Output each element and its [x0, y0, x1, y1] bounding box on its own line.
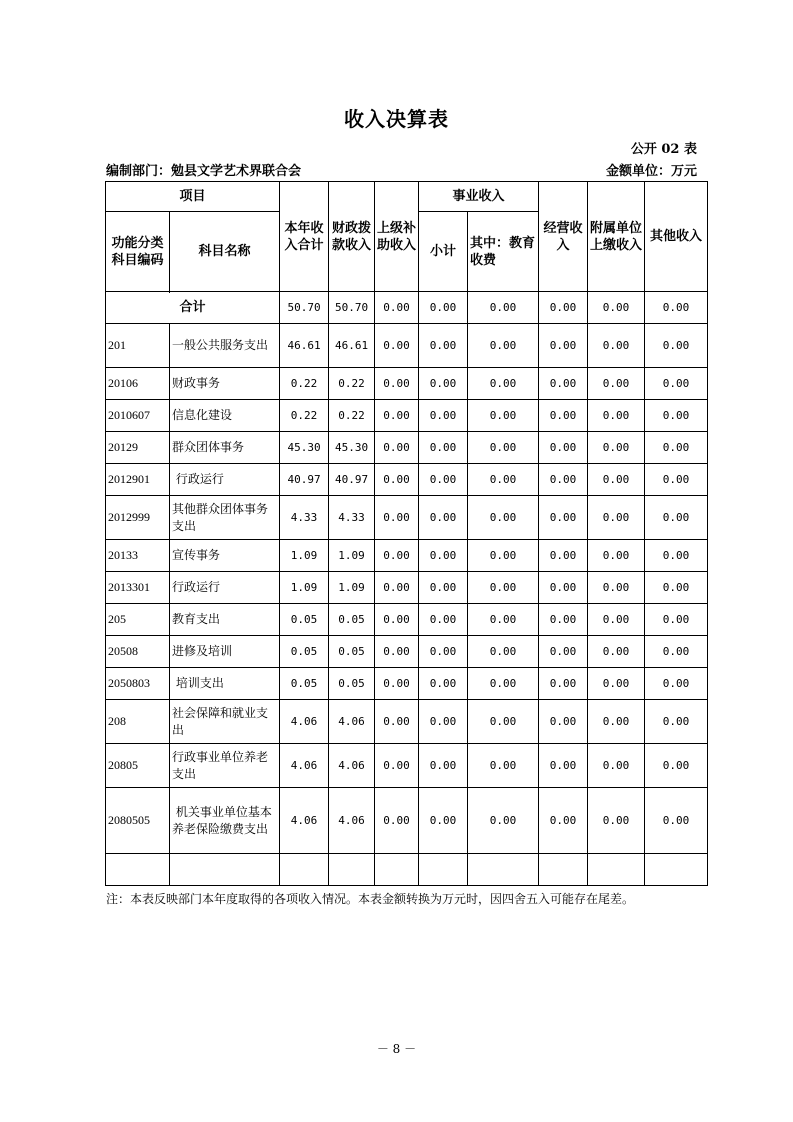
amount-cell: 0.00	[375, 668, 419, 700]
amount-cell: 0.05	[280, 636, 329, 668]
amount-cell: 0.00	[645, 464, 708, 496]
table-row	[106, 540, 708, 572]
empty-cell	[468, 854, 539, 886]
func-code-cell: 20508	[106, 636, 170, 668]
header-func-code: 功能分类科目编码	[106, 212, 170, 292]
amount-cell: 0.00	[588, 572, 645, 604]
header-superior: 上级补助收入	[375, 182, 419, 292]
table-row	[106, 636, 708, 668]
amount-cell: 4.33	[329, 496, 375, 540]
header-education: 其中：教育收费	[468, 212, 539, 292]
amount-cell: 0.00	[419, 432, 468, 464]
amount-cell: 0.00	[468, 700, 539, 744]
page-title: 收入决算表	[344, 107, 449, 131]
amount-cell: 0.00	[375, 400, 419, 432]
amount-cell: 4.06	[329, 788, 375, 854]
amount-cell: 0.00	[539, 744, 588, 788]
func-code-cell: 2012999	[106, 496, 170, 540]
amount-cell: 0.00	[419, 744, 468, 788]
amount-cell: 0.00	[588, 496, 645, 540]
amount-cell: 0.22	[329, 368, 375, 400]
amount-cell: 4.06	[280, 788, 329, 854]
amount-cell: 1.09	[280, 540, 329, 572]
subject-name-cell: 社会保障和就业支出	[170, 700, 280, 744]
amount-cell: 0.22	[280, 400, 329, 432]
table-row	[106, 700, 708, 744]
amount-cell: 4.33	[280, 496, 329, 540]
amount-cell: 0.00	[468, 368, 539, 400]
amount-cell: 0.00	[645, 496, 708, 540]
table-row	[106, 324, 708, 368]
table-row	[106, 496, 708, 540]
func-code-cell: 2080505	[106, 788, 170, 854]
subject-name-cell: 群众团体事务	[170, 432, 280, 464]
amount-cell: 0.05	[329, 636, 375, 668]
empty-cell	[539, 854, 588, 886]
total-cell: 0.00	[375, 292, 419, 324]
total-row	[106, 292, 708, 324]
amount-cell: 0.05	[280, 668, 329, 700]
table-row	[106, 464, 708, 496]
amount-cell: 0.00	[645, 368, 708, 400]
header-other: 其他收入	[645, 182, 708, 292]
empty-cell	[375, 854, 419, 886]
amount-cell: 46.61	[280, 324, 329, 368]
amount-cell: 0.00	[539, 604, 588, 636]
func-code-cell: 2050803	[106, 668, 170, 700]
amount-cell: 0.05	[329, 604, 375, 636]
amount-cell: 0.00	[468, 744, 539, 788]
amount-cell: 4.06	[329, 744, 375, 788]
amount-cell: 4.06	[280, 700, 329, 744]
table-row	[106, 572, 708, 604]
empty-cell	[280, 854, 329, 886]
amount-cell: 0.00	[375, 604, 419, 636]
header-annual-total: 本年收入合计	[280, 182, 329, 292]
amount-cell: 0.00	[419, 368, 468, 400]
subject-name-cell: 宣传事务	[170, 540, 280, 572]
subject-name-cell: 其他群众团体事务支出	[170, 496, 280, 540]
amount-cell: 0.00	[645, 636, 708, 668]
amount-cell: 0.00	[468, 636, 539, 668]
amount-cell: 0.00	[539, 700, 588, 744]
amount-cell: 0.00	[375, 788, 419, 854]
empty-cell	[588, 854, 645, 886]
amount-cell: 40.97	[280, 464, 329, 496]
amount-cell: 45.30	[329, 432, 375, 464]
amount-cell: 1.09	[329, 572, 375, 604]
table-row	[106, 604, 708, 636]
amount-cell: 0.00	[645, 668, 708, 700]
func-code-cell: 20805	[106, 744, 170, 788]
amount-cell: 0.00	[468, 540, 539, 572]
subject-name-cell: 培训支出	[170, 668, 280, 700]
subject-name-cell: 信息化建设	[170, 400, 280, 432]
department-label: 编制部门：勉县文学艺术界联合会	[106, 164, 302, 179]
amount-cell: 0.00	[375, 744, 419, 788]
total-cell: 0.00	[539, 292, 588, 324]
amount-cell: 0.00	[468, 432, 539, 464]
amount-cell: 0.00	[539, 540, 588, 572]
amount-cell: 46.61	[329, 324, 375, 368]
subject-name-cell: 行政运行	[170, 464, 280, 496]
total-cell: 50.70	[329, 292, 375, 324]
amount-cell: 0.00	[375, 324, 419, 368]
amount-cell: 1.09	[329, 540, 375, 572]
amount-cell: 0.00	[468, 668, 539, 700]
amount-cell: 0.00	[468, 572, 539, 604]
subject-name-cell: 机关事业单位基本养老保险缴费支出	[170, 788, 280, 854]
amount-cell: 0.00	[539, 788, 588, 854]
amount-cell: 0.00	[539, 432, 588, 464]
amount-cell: 0.00	[375, 496, 419, 540]
amount-cell: 0.00	[539, 464, 588, 496]
form-number: 公开 02 表	[630, 142, 697, 157]
amount-cell: 0.00	[375, 540, 419, 572]
amount-cell: 0.00	[588, 744, 645, 788]
amount-cell: 0.00	[645, 744, 708, 788]
amount-cell: 0.00	[645, 324, 708, 368]
amount-cell: 0.00	[645, 540, 708, 572]
amount-cell: 0.00	[419, 788, 468, 854]
empty-cell	[170, 854, 280, 886]
amount-cell: 0.00	[645, 572, 708, 604]
table-row	[106, 400, 708, 432]
total-label: 合计	[106, 292, 280, 324]
amount-cell: 0.00	[419, 572, 468, 604]
amount-cell: 0.00	[645, 700, 708, 744]
subject-name-cell: 行政事业单位养老支出	[170, 744, 280, 788]
amount-cell: 0.00	[539, 400, 588, 432]
amount-cell: 0.00	[419, 400, 468, 432]
amount-cell: 0.00	[588, 788, 645, 854]
amount-cell: 0.00	[588, 432, 645, 464]
amount-cell: 0.00	[419, 540, 468, 572]
amount-cell: 0.00	[539, 496, 588, 540]
total-cell: 0.00	[645, 292, 708, 324]
page-number: － 8 －	[376, 1042, 417, 1056]
func-code-cell: 2010607	[106, 400, 170, 432]
amount-cell: 0.00	[468, 324, 539, 368]
amount-cell: 0.22	[329, 400, 375, 432]
header-business: 事业收入	[419, 182, 539, 212]
amount-cell: 0.00	[468, 400, 539, 432]
header-affiliated: 附属单位上缴收入	[588, 182, 645, 292]
subject-name-cell: 教育支出	[170, 604, 280, 636]
header-project: 项目	[106, 182, 280, 212]
amount-cell: 0.00	[419, 700, 468, 744]
empty-cell	[419, 854, 468, 886]
amount-cell: 0.00	[468, 604, 539, 636]
amount-cell: 4.06	[329, 700, 375, 744]
total-cell: 0.00	[588, 292, 645, 324]
func-code-cell: 20129	[106, 432, 170, 464]
amount-cell: 0.00	[419, 496, 468, 540]
amount-cell: 0.00	[588, 368, 645, 400]
amount-cell: 0.00	[375, 432, 419, 464]
amount-cell: 0.00	[588, 324, 645, 368]
amount-cell: 0.00	[588, 540, 645, 572]
amount-cell: 0.00	[645, 604, 708, 636]
empty-row	[106, 854, 708, 886]
amount-cell: 0.00	[419, 324, 468, 368]
table-row	[106, 788, 708, 854]
amount-cell: 0.00	[468, 496, 539, 540]
amount-cell: 0.00	[375, 368, 419, 400]
amount-cell: 0.00	[645, 432, 708, 464]
func-code-cell: 208	[106, 700, 170, 744]
empty-cell	[329, 854, 375, 886]
amount-cell: 0.00	[419, 604, 468, 636]
table-row	[106, 744, 708, 788]
func-code-cell: 2012901	[106, 464, 170, 496]
func-code-cell: 2013301	[106, 572, 170, 604]
header-operating: 经营收入	[539, 182, 588, 292]
amount-cell: 0.00	[419, 464, 468, 496]
subject-name-cell: 财政事务	[170, 368, 280, 400]
func-code-cell: 20133	[106, 540, 170, 572]
amount-cell: 0.05	[280, 604, 329, 636]
amount-cell: 0.00	[588, 668, 645, 700]
total-cell: 0.00	[419, 292, 468, 324]
header-subtotal: 小计	[419, 212, 468, 292]
amount-cell: 4.06	[280, 744, 329, 788]
amount-cell: 0.05	[329, 668, 375, 700]
amount-cell: 0.00	[419, 668, 468, 700]
amount-cell: 0.00	[588, 700, 645, 744]
table-row	[106, 668, 708, 700]
func-code-cell: 201	[106, 324, 170, 368]
amount-cell: 0.00	[375, 700, 419, 744]
subject-name-cell: 一般公共服务支出	[170, 324, 280, 368]
amount-cell: 0.00	[539, 572, 588, 604]
amount-cell: 1.09	[280, 572, 329, 604]
table-row	[106, 432, 708, 464]
empty-cell	[645, 854, 708, 886]
amount-cell: 0.00	[588, 604, 645, 636]
total-cell: 50.70	[280, 292, 329, 324]
amount-cell: 0.00	[539, 324, 588, 368]
amount-cell: 0.00	[645, 400, 708, 432]
amount-cell: 0.00	[539, 636, 588, 668]
amount-cell: 0.00	[375, 572, 419, 604]
amount-cell: 40.97	[329, 464, 375, 496]
header-subject-name: 科目名称	[170, 212, 280, 292]
total-cell: 0.00	[468, 292, 539, 324]
subject-name-cell: 行政运行	[170, 572, 280, 604]
income-table	[105, 181, 708, 886]
header-fiscal: 财政拨款收入	[329, 182, 375, 292]
amount-cell: 0.00	[588, 464, 645, 496]
amount-cell: 0.00	[645, 788, 708, 854]
empty-cell	[106, 854, 170, 886]
amount-cell: 0.00	[375, 636, 419, 668]
amount-cell: 0.22	[280, 368, 329, 400]
amount-cell: 0.00	[468, 788, 539, 854]
amount-cell: 45.30	[280, 432, 329, 464]
amount-cell: 0.00	[588, 400, 645, 432]
amount-cell: 0.00	[588, 636, 645, 668]
unit-label: 金额单位：万元	[605, 164, 697, 179]
amount-cell: 0.00	[419, 636, 468, 668]
table-row	[106, 368, 708, 400]
amount-cell: 0.00	[539, 668, 588, 700]
amount-cell: 0.00	[539, 368, 588, 400]
table-note: 注：本表反映部门本年度取得的各项收入情况。本表金额转换为万元时，因四舍五入可能存在尾差。	[106, 892, 635, 906]
amount-cell: 0.00	[375, 464, 419, 496]
func-code-cell: 205	[106, 604, 170, 636]
subject-name-cell: 进修及培训	[170, 636, 280, 668]
func-code-cell: 20106	[106, 368, 170, 400]
amount-cell: 0.00	[468, 464, 539, 496]
